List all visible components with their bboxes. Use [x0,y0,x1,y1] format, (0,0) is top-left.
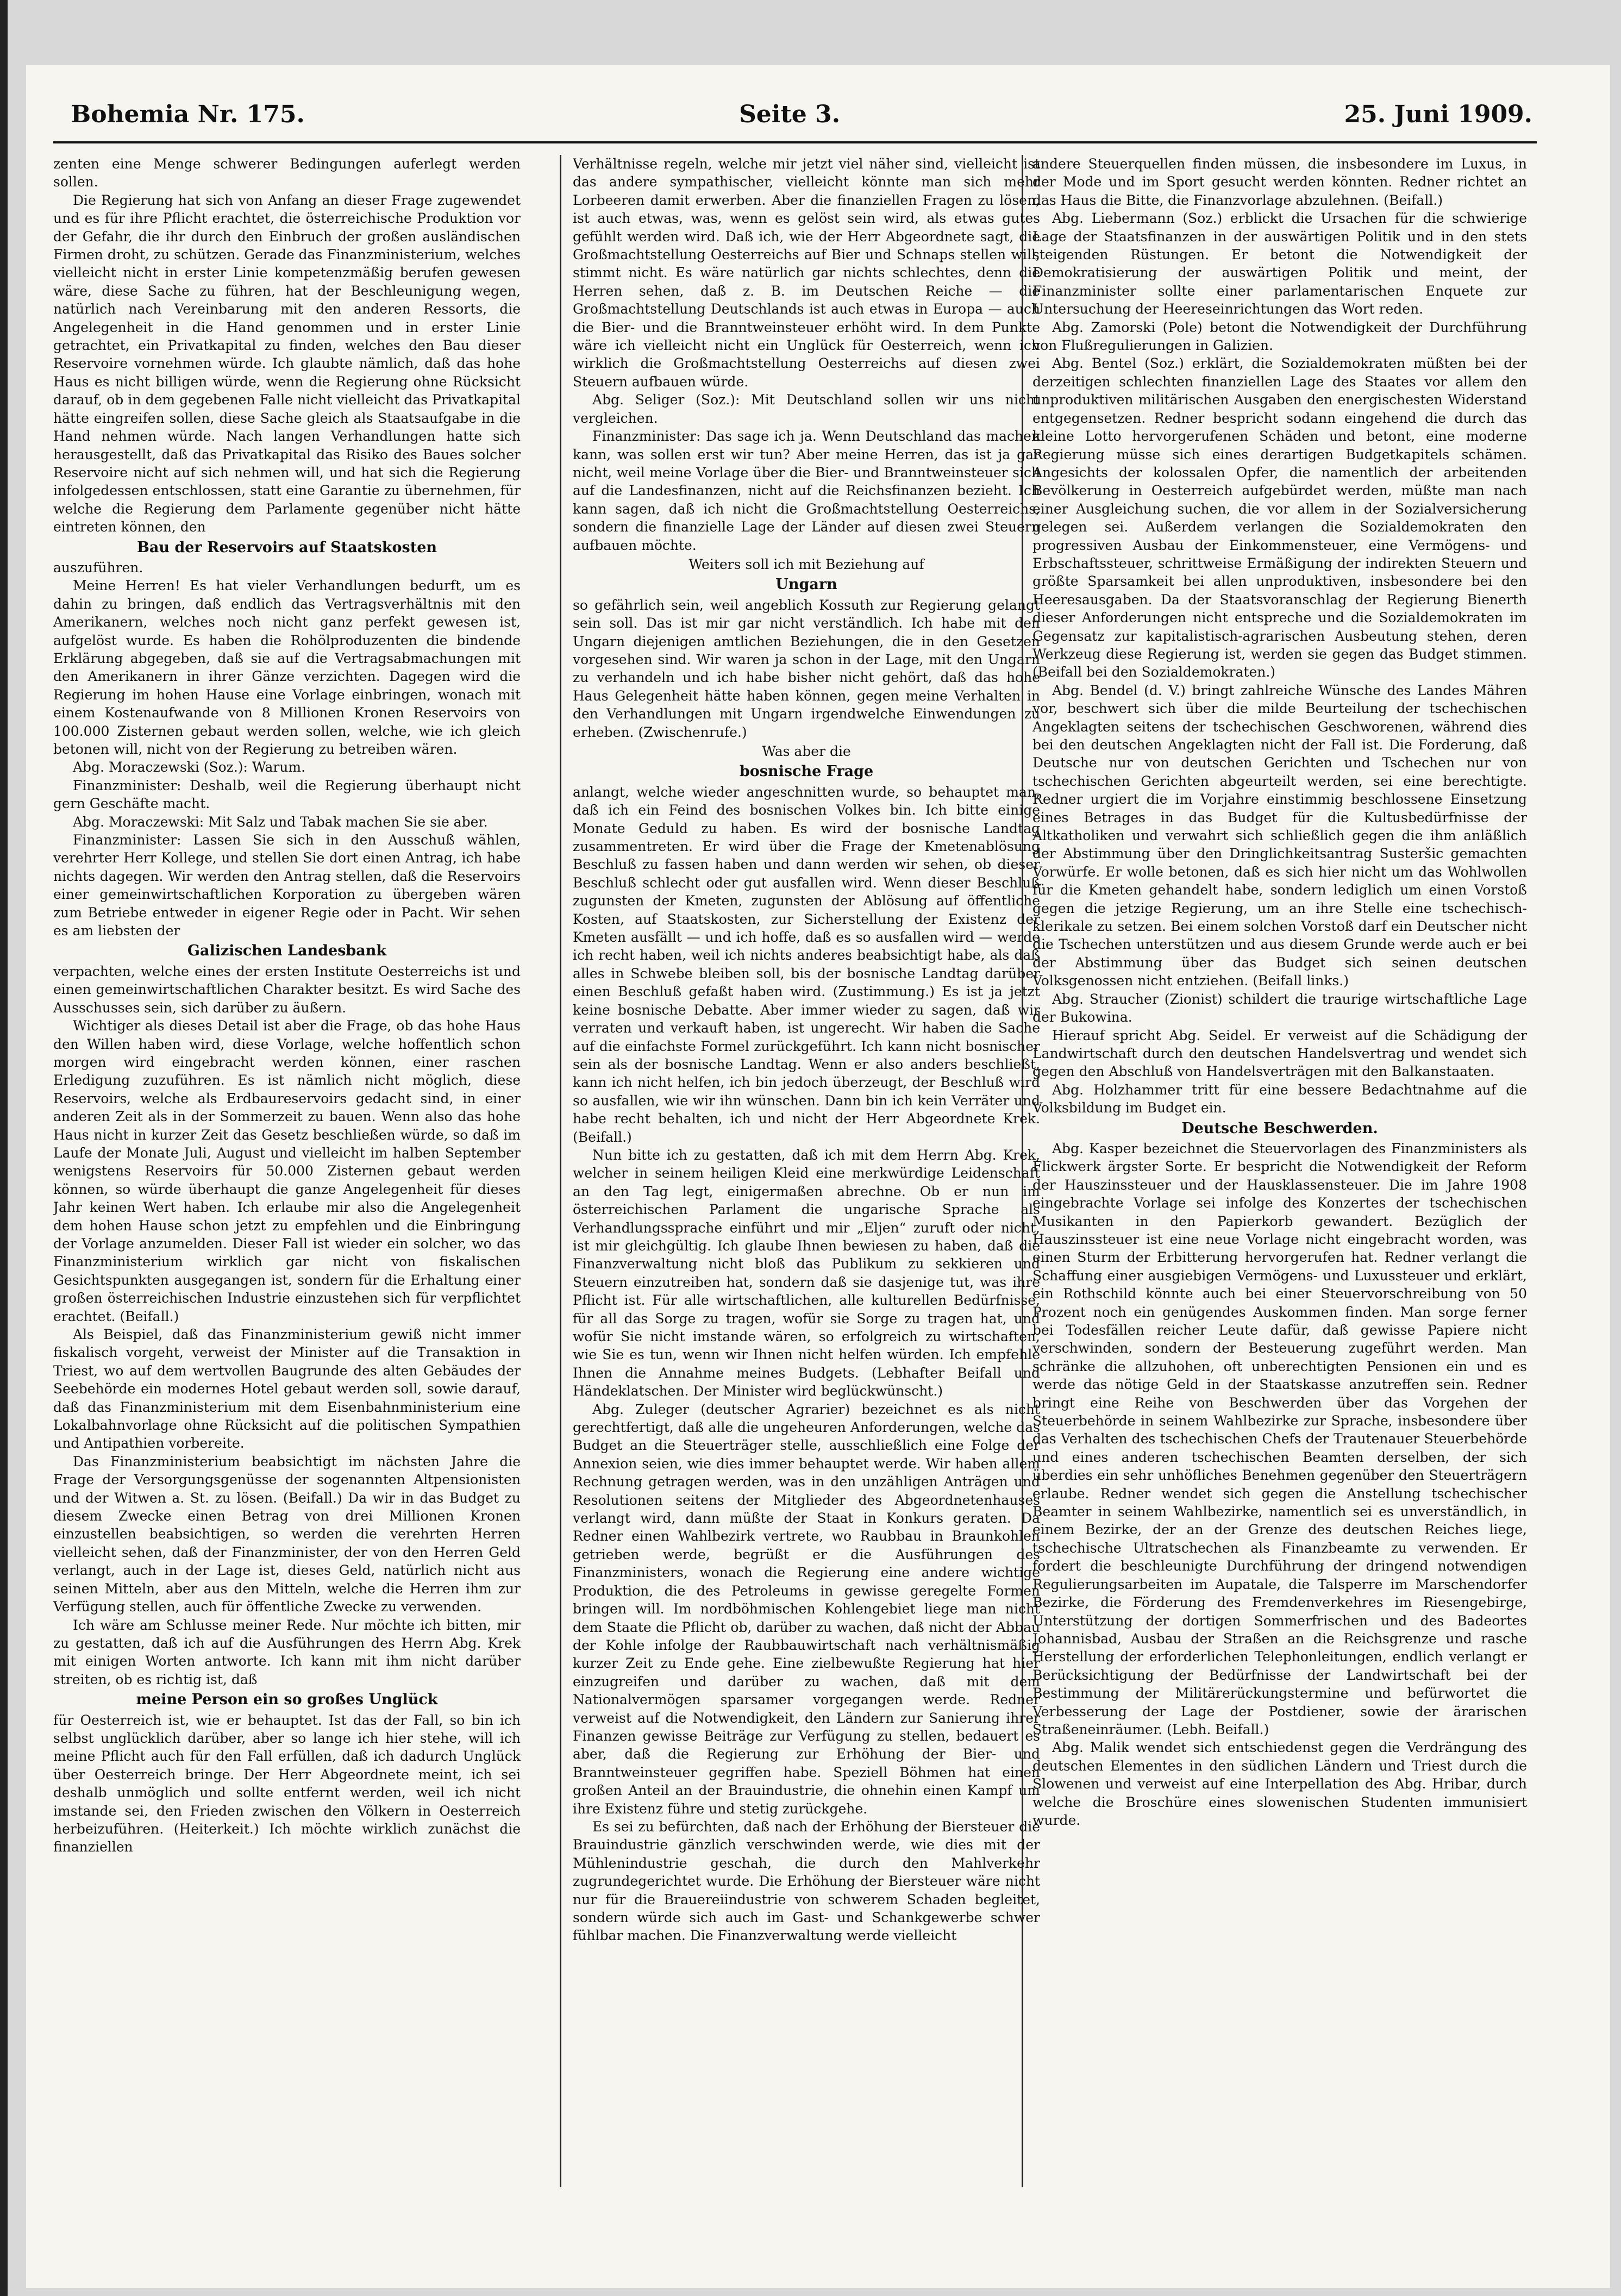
section-heading: Ungarn [775,576,837,593]
paragraph: Ich wäre am Schlusse meiner Rede. Nur möchte ich bitten, mir zu gestatten, daß ich auf die Ausführungen des Herrn Abg. Krek mit einigen Worten antworte. Ich kann mit ihm nicht darüber streiten, ob es richtig ist, daß [53,1617,521,1687]
header-date: 25. Juni 1909. [1344,101,1532,128]
paragraph: zenten eine Menge schwerer Bedingungen auferlegt werden sollen. [53,156,521,190]
paragraph: Hierauf spricht Abg. Seidel. Er verweist auf die Schädigung der Landwirtschaft durch den deutschen Handelsvertrag und wendet sich gegen den Abschluß von Handelsverträgen mit den Balkanstaaten. [1032,1027,1527,1080]
paragraph: Abg. Moraczewski (Soz.): Warum. [73,759,306,775]
paragraph: Abg. Holzhammer tritt für eine bessere Bedachtnahme auf die Volksbildung im Budget ein. [1032,1081,1527,1116]
paragraph: so gefährlich sein, weil angeblich Kossuth zur Regierung gelangt sein soll. Das ist mir gar nicht verständlich. Ich habe mit den Ungarn diejenigen amtlichen Beziehungen, die in den Gesetzen vorgesehen sind. Wir waren ja schon in der Lage, mit den Ungarn zu verhandeln und ich habe bisher nicht gehört, daß das hohe Haus Gelegenheit hätte haben können, gegen meine Verhalten in den Verhandlungen mit Ungarn irgendwelche Einwendungen zu erheben. (Zwischenrufe.) [573,597,1040,740]
paragraph: Abg. Zamorski (Pole) betont die Notwendigkeit der Durchführung von Flußregulierungen in Galizien. [1032,319,1527,354]
paragraph: Abg. Bentel (Soz.) erklärt, die Sozialdemokraten müßten bei der derzeitigen schlechten finanziellen Lage des Staates vor allem den unproduktiven militärischen Ausgaben den energischesten Widerstand entgegensetzen. Redner bespricht sodann eingehend die durch das kleine Lotto hervorgerufenen Schäden und betont, eine moderne Regierung müsse sich eines derartigen Budgetkapitels schämen. Angesichts der kolossalen Opfer, die namentlich der arbeitenden Bevölkerung in Oesterreich aufgebürdet werden, müßte man nach einer Ausgleichung suchen, die vor allem in der Sozialversicherung gelegen sei. Außerdem verlangen die Sozialdemokraten den progressiven Ausbau der Einkommensteuer, eine Vermögens- und Erbschaftssteuer, schrittweise Ermäßigung der indirekten Steuern und größte Sparsamkeit bei allen unproduktiven, insbesondere bei den Heeresausgaben. Da der Staatsvoranschlag der Regierung Bienerth dieser Anforderungen nicht entspreche und die Sozialdemokraten im Gegensatz zur kapitalistisch-agrarischen Ausbeutung stehen, deren Werkzeug diese Regierung ist, werden sie gegen das Budget stimmen. (Beifall bei den Sozialdemokraten.) [1032,355,1527,680]
page-header [71,101,1532,133]
paragraph: Meine Herren! Es hat vieler Verhandlungen bedurft, um es dahin zu bringen, daß endlich das Vertragsverhältnis mit den Amerikanern, welches noch nicht ganz perfekt gewesen ist, aufgelöst wurde. Es haben die Rohölproduzenten die bindende Erklärung abgegeben, daß sie auf die Vertragsabmachungen mit den Amerikanern in ihrer Gänze verzichten. Dagegen wird die Regierung im hohen Hause eine Vorlage einbringen, wonach mit einem Kostenaufwande von 8 Millionen Kronen Reservoirs von 100.000 Zisternen gebaut werden sollen, welche, wie ich gleich betonen will, nicht von der Regierung zu betreiben wären. [53,578,521,757]
paragraph: anlangt, welche wieder angeschnitten wurde, so behauptet man, daß ich ein Feind des bosnischen Volkes bin. Ich bitte einige Monate Geduld zu haben. Es wird der bosnische Landtag zusammentreten. Er wird über die Frage der Kmetenablösung Beschluß zu fassen haben und dann werden wir sehen, ob dieser Beschluß schlecht oder gut ausfallen wird. Wenn dieser Beschluß zugunsten der Kmeten, zugunsten der Ablösung auf öffentliche Kosten, auf Staatskosten, zur Sicherstellung der Existenz der Kmeten ausfällt — und ich hoffe, daß es so ausfallen wird — werde ich recht haben, weil ich nichts anderes beabsichtigt habe, als daß alles in Schwebe bleiben soll, bis der bosnische Landtag darüber einen Beschluß gefaßt haben wird. (Zustimmung.) Es ist ja jetzt keine bosnische Debatte. Aber immer wieder zu sagen, daß wir verraten und verkauft haben, ist ungerecht. Wir haben die Sache auf die einfachste Formel zurückgeführt. Ich kann nicht bosnischer sein als der bosnische Landtag. Wenn er also anders beschließt, kann ich nicht helfen, ich bin jedoch überzeugt, der Beschluß wird so ausfallen, wie wir ihn wünschen. Dann bin ich kein Verräter und habe recht behalten, ich und nicht der Herr Abgeordnete Krek. (Beifall.) [573,784,1040,1145]
column-3 [1032,155,1527,2187]
paragraph: Die Regierung hat sich von Anfang an dieser Frage zugewendet und es für ihre Pflicht erachtet, die österreichische Produktion vor der Gefahr, die ihr durch den Einbruch der großen ausländischen Firmen droht, zu schützen. Gerade das Finanzministerium, welches vielleicht nicht in erster Linie kompetenzmäßig berufen gewesen wäre, diese Sache zu führen, hat der Beschleunigung wegen, natürlich nach Vereinbarung mit den anderen Ressorts, die Angelegenheit in die Hand genommen und in erster Linie getrachtet, ein Privatkapital zu finden, welches den Bau dieser Reservoire vornehmen würde. Ich glaubte nämlich, daß das hohe Haus es nicht billigen würde, wenn die Regierung ohne Rücksicht darauf, ob in dem gegebenen Falle nicht vielleicht das Privatkapital hätte eingreifen sollen, diese Sache gleich als Staatsaufgabe in die Hand nehmen würde. Nach langen Verhandlungen hatte sich herausgestellt, daß das Privatkapital das Risiko des Baues solcher Reservoire nicht auf sich nehmen will, und hat sich die Regierung infolgedessen entschlossen, statt eine Garantie zu übernehmen, für welche die Regierung dem Parlamente gegenüber nicht hätte eintreten können, den [53,192,521,535]
column-2 [573,155,1040,2187]
paragraph: Was aber die [762,743,851,759]
paragraph: Wichtiger als dieses Detail ist aber die Frage, ob das hohe Haus den Willen haben wird, diese Vorlage, welche hoffentlich schon morgen wird eingebracht werden können, einer raschen Erledigung zuzuführen. Es ist nämlich nicht möglich, diese Reservoirs, welche als Erdbaureservoirs gedacht sind, in einer anderen Zeit als in der Sommerzeit zu bauen. Wenn also das hohe Haus nicht in kurzer Zeit das Gesetz beschließen würde, so daß im Laufe der Monate Juli, August und vielleicht im halben September wenigstens Reservoirs für 50.000 Zisternen gebaut werden können, so würde überhaupt die ganze Angelegenheit für dieses Jahr keinen Wert haben. Ich erlaube mir also die Angelegenheit dem hohen Hause schon jetzt zu empfehlen und die Einbringung der Vorlage anzumelden. Dieser Fall ist wieder ein solcher, wo das Finanzministerium wirklich gar nicht von fiskalischen Gesichtspunkten ausgegangen ist, sondern für die Erhaltung einer großen österreichischen Industrie einzustehen sich für verpflichtet erachtet. (Beifall.) [53,1018,521,1324]
paragraph: Nun bitte ich zu gestatten, daß ich mit dem Herrn Abg. Krek, welcher in seinem heiligen Kleid eine merkwürdige Leidenschaft an den Tag legt, einigermaßen abrechne. Ob er nun im österreichischen Parlament die ungarische Sprache als Verhandlungssprache einführt und mir „Eljen“ zuruft oder nicht, ist mir gleichgültig. Ich glaube Ihnen bewiesen zu haben, daß die Finanzverwaltung nicht bloß das Publikum zu sekkieren und Steuern einzutreiben hat, sondern daß sie dasjenige tut, was ihre Pflicht ist. Für alle wirtschaftlichen, alle kulturellen Bedürfnisse, für all das Sorge zu tragen, wofür sie Sorge zu tragen hat, und wofür Sie nicht imstande wären, so erfolgreich zu wirtschaften, wie Sie es tun, wenn wir Ihnen nicht helfen würden. Ich empfehle Ihnen die Annahme meines Budgets. (Lebhafter Beifall und Händeklatschen. Der Minister wird beglückwünscht.) [573,1147,1040,1399]
header-rule [53,141,1537,143]
paragraph: Abg. Kasper bezeichnet die Steuervorlagen des Finanzministers als Flickwerk ärgster Sorte. Er bespricht die Notwendigkeit der Reform der Hauszinssteuer und der Hausklassensteuer. Die im Jahre 1908 eingebrachte Vorlage sei infolge des Konzertes der tschechischen Musikanten in den Papierkorb gewandert. Bezüglich der Hauszinssteuer ist eine neue Vorlage nicht eingebracht worden, was einen Sturm der Erbitterung hervorgerufen hat. Redner verlangt die Schaffung einer ausgiebigen Vermögens- und Luxussteuer und erklärt, ein Rothschild könnte auch bei einer Steuervorschreibung von 50 Prozent noch ein genügendes Auskommen finden. Man sorge ferner bei Todesfällen reicher Leute dafür, daß gewisse Papiere nicht verschwinden, sondern der Besteuerung zugeführt werden. Man schränke die allzuhohen, oft unberechtigten Pensionen ein und es werde das nötige Geld in der Staatskasse anzutreffen sein. Redner bringt eine Reihe von Beschwerden über das Vorgehen der Steuerbehörde in seinem Wahlbezirke zur Sprache, insbesondere über das Verhalten des tschechischen Chefs der Trautenauer Steuerbehörde und eines anderen tschechischen Beamten derselben, der sich überdies ein sehr unhöfliches Benehmen gegenüber den Steuerträgern erlaube. Redner wendet sich gegen die Anstellung tschechischer Beamter in seinem Wahlbezirke, namentlich sei es unverständlich, in einem Bezirke, der an der Grenze des deutschen Reiches liege, tschechische Ultratschechen als Finanzbeamte zu verwenden. Er fordert die beschleunigte Durchführung der dringend notwendigen Regulierungsarbeiten im Aupatale, die Talsperre im Marschendorfer Bezirke, die Förderung des Fremdenverkehres im Riesengebirge, Unterstützung der dortigen Sommerfrischen und des Badeortes Johannisbad, Ausbau der Straßen an die Reichsgrenze und rasche Herstellung der erforderlichen Telephonleitungen, endlich verlangt er Berücksichtigung der Bedürfnisse der Landwirtschaft bei der Bestimmung der Militärerückungstermine und befürwortet die Verbesserung der Lage der Postdiener, sowie der ärarischen Straßeneinräumer. (Lebh. Beifall.) [1032,1140,1527,1737]
paragraph: Es sei zu befürchten, daß nach der Erhöhung der Biersteuer die Brauindustrie gänzlich verschwinden werde, wie dies mit der Mühlenindustrie geschah, die durch den Mahlverkehr zugrundegerichtet wurde. Die Erhöhung der Biersteuer wäre nicht nur für die Brauereiindustrie von schwerem Schaden begleitet, sondern würde sich auch im Gast- und Schankgewerbe schwer fühlbar machen. Die Finanzverwaltung werde vielleicht [573,1818,1040,1944]
paragraph: Weiters soll ich mit Beziehung auf [689,556,924,572]
section-heading: bosnische Frage [739,763,874,780]
paragraph: Abg. Moraczewski: Mit Salz und Tabak machen Sie sie aber. [73,814,488,830]
section-heading: meine Person ein so großes Unglück [136,1691,438,1709]
header-page-number: Seite 3. [739,101,841,128]
paragraph: Abg. Seliger (Soz.): Mit Deutschland sollen wir uns nicht vergleichen. [573,392,1040,426]
paragraph: auszuführen. [53,559,143,575]
section-heading: Galizischen Landesbank [187,942,387,960]
paragraph: Finanzminister: Deshalb, weil die Regierung überhaupt nicht gern Geschäfte macht. [53,777,521,812]
paragraph: Finanzminister: Lassen Sie sich in den Ausschuß wählen, verehrter Herr Kollege, und stellen Sie dort einen Antrag, ich habe nichts dagegen. Wir werden den Antrag stellen, daß die Reservoirs einer gemeinwirtschaftlichen Korporation zu übergeben wären zum Betriebe entweder in eigener Regie oder in Pacht. Wir sehen es am liebsten der [53,832,521,939]
paragraph: für Oesterreich ist, wie er behauptet. Ist das der Fall, so bin ich selbst unglücklich darüber, aber so lange ich hier stehe, will ich meine Pflicht auch für den Fall erfüllen, daß ich dadurch Unglück über Oesterreich bringe. Der Herr Abgeordnete meint, ich sei deshalb unmöglich und sollte entfernt werden, weil ich nicht imstande sei, den Frieden zwischen den Völkern in Oesterreich herbeizuführen. (Heiterkeit.) Ich möchte wirklich zunächst die finanziellen [53,1712,521,1855]
paragraph: Abg. Bendel (d. V.) bringt zahlreiche Wünsche des Landes Mähren vor, beschwert sich über die milde Beurteilung der tschechischen Angeklagten seitens der tschechischen Geschworenen, während dies bei den deutschen Angeklagten nicht der Fall ist. Die Forderung, daß Deutsche nur von deutschen Gerichten und Tschechen nur von tschechischen Gerichten abgeurteilt werden, sei eine berechtigte. Redner urgiert die im Vorjahre einstimmig beschlossene Einsetzung eines Betrages in das Budget für die Kultusbedürfnisse der Altkatholiken und verwahrt sich schließlich gegen die ihm anläßlich der Abstimmung über den Dringlichkeitsantrag Susteršic gemachten Vorwürfe. Er wolle betonen, daß es sich hier nicht um das Wohlwollen für die Kmeten gehandelt habe, sondern lediglich um einen Vorstoß gegen die jetzige Regierung, um an ihre Stelle eine tschechisch-klerikale zu setzen. Bei einem solchen Vorstoß darf ein Deutscher nicht die Tschechen unterstützen und aus diesem Grunde werde auch er bei der Abstimmung über das Budget sich seinen deutschen Volksgenossen nicht entziehen. (Beifall links.) [1032,682,1527,989]
paragraph: Abg. Liebermann (Soz.) erblickt die Ursachen für die schwierige Lage der Staatsfinanzen in der auswärtigen Politik und in den stets steigenden Rüstungen. Er betont die Notwendigkeit der Demokratisierung der auswärtigen Politik und meint, der Finanzminister sollte einer parlamentarischen Enquete zur Untersuchung der Heereseinrichtungen das Wort reden. [1032,210,1527,317]
section-heading: Deutsche Beschwerden. [1181,1119,1378,1137]
column-1 [53,155,521,2187]
scan-edge [0,0,8,2296]
paragraph: Finanzminister: Das sage ich ja. Wenn Deutschland das machen kann, was sollen erst wir tun? Aber meine Herren, das ist ja gar nicht, weil meine Vorlage über die Bier- und Branntweinsteuer sich auf die Landesfinanzen, nicht auf die Reichsfinanzen bezieht. Ich kann sagen, daß ich nicht die Großmachtstellung Oesterreichs, sondern die finanzielle Lage der Länder auf diesen zwei Steuern aufbauen möchte. [573,428,1040,553]
paragraph: Das Finanzministerium beabsichtigt im nächsten Jahre die Frage der Versorgungsgenüsse der sogenannten Altpensionisten und der Witwen a. St. zu lösen. (Beifall.) Da wir in das Budget zu diesem Zwecke einen Betrag von drei Millionen Kronen einzustellen beabsichtigen, so werden die verehrten Herren vielleicht sehen, daß der Finanzminister, der von den Herren Geld verlangt, auch in der Lage ist, dieses Geld, natürlich nicht aus seinen Mitteln, aber aus den Mitteln, welche die Herren ihm zur Verfügung stellen, auch für öffentliche Zwecke zu verwenden. [53,1453,521,1615]
column-separator [560,155,561,2187]
paragraph: andere Steuerquellen finden müssen, die insbesondere im Luxus, in der Mode und im Sport gesucht werden könnten. Redner richtet an das Haus die Bitte, die Finanzvorlage abzulehnen. (Beifall.) [1032,156,1527,208]
paragraph: Abg. Straucher (Zionist) schildert die traurige wirtschaftliche Lage der Bukowina. [1032,991,1527,1025]
paragraph: Abg. Malik wendet sich entschiedenst gegen die Verdrängung des deutschen Elementes in den südlichen Ländern und Triest durch die Slowenen und verweist auf eine Interpellation des Abg. Hribar, durch welche die Broschüre eines slowenischen Studenten immunisiert wurde. [1032,1740,1527,1828]
paragraph: Verhältnisse regeln, welche mir jetzt viel näher sind, vielleicht ist das andere sympathischer, vielleicht könnte man sich mehr Lorbeeren damit erwerben. Aber die finanziellen Fragen zu lösen, ist auch etwas, was, wenn es gelöst sein wird, als etwas gutes gefühlt werden wird. Daß ich, wie der Herr Abgeordnete sagt, die Großmachtstellung Oesterreichs auf Bier und Schnaps stellen will, stimmt nicht. Es wäre natürlich gar nichts schlechtes, denn die Herren sehen, daß z. B. im Deutschen Reiche — die Großmachtstellung Deutschlands ist auch etwas in Europa — auch die Bier- und die Branntweinsteuer erhöht wird. In dem Punkte wäre ich vielleicht nicht ein Unglück für Oesterreich, wenn ich wirklich die Großmachtstellung Oesterreichs auf diesen zwei Steuern aufbauen würde. [573,156,1040,390]
paragraph: Als Beispiel, daß das Finanzministerium gewiß nicht immer fiskalisch vorgeht, verweist der Minister auf die Transaktion in Triest, wo auf dem wertvollen Baugrunde des alten Gebäudes der Seebehörde ein modernes Hotel gebaut werden soll, sowie darauf, daß das Finanzministerium mit dem Eisenbahnministerium eine Lokalbahnvorlage ohne Rücksicht auf die politischen Sympathien und Antipathien vorbereite. [53,1327,521,1452]
paragraph: Abg. Zuleger (deutscher Agrarier) bezeichnet es als nicht gerechtfertigt, daß alle die ungeheuren Anforderungen, welche das Budget an die Steuerträger stelle, ausschließlich eine Folge der Annexion seien, wie dies immer behauptet werde. Wir haben allem Rechnung getragen werden, was in den unzähligen Anträgen und Resolutionen seitens der Mitglieder des Abgeordnetenhauses verlangt wird, dann müßte der Staat in Konkurs geraten. Da Redner einen Wahlbezirk vertrete, wo Raubbau in Braunkohlen getrieben werde, begrüßt er die Ausführungen des Finanzministers, wonach die Regierung eine andere wichtige Produktion, die des Petroleums in gewisse geregelte Formen bringen will. Im nordböhmischen Kohlengebiet liege man nicht dem Staate die Pflicht ob, darüber zu wachen, daß nicht der Abbau der Kohle infolge der Raubbauwirtschaft nach verhältnismäßig kurzer Zeit zu Ende gehe. Eine zielbewußte Regierung hat hier einzugreifen und darüber zu wachen, daß mit dem Nationalvermögen sparsamer vorgegangen werde. Redner verweist auf die Notwendigkeit, den Ländern zur Sanierung ihrer Finanzen gewisse Beiträge zur Verfügung zu stellen, bedauert es aber, daß die Regierung zur Erhöhung der Bier- und Branntweinsteuer gegriffen habe. Speziell Böhmen hat einen großen Anteil an der Brauindustrie, die ohnehin einen Kampf um ihre Existenz führe und stetig zurückgehe. [573,1401,1040,1817]
paragraph: verpachten, welche eines der ersten Institute Oesterreichs ist und einen gemeinwirtschaftlichen Charakter besitzt. Es wird Sache des Ausschusses sein, sich darüber zu äußern. [53,963,521,1016]
section-heading: Bau der Reservoirs auf Staatskosten [137,539,437,556]
header-issue: Bohemia Nr. 175. [71,101,305,128]
